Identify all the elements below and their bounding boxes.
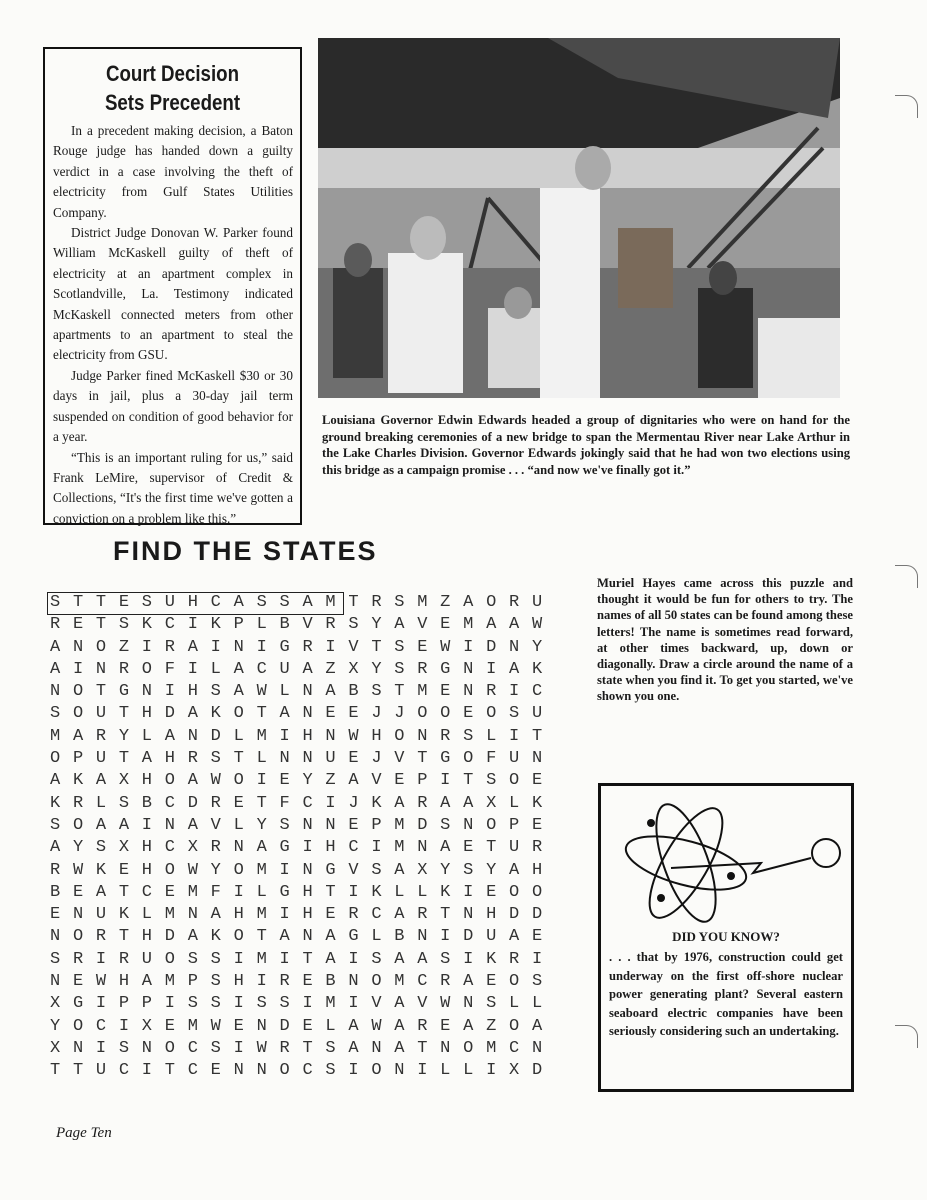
grid-row[interactable]: RWKEHOWYOMINGVSAXYSYAH: [50, 860, 555, 880]
article-headline: [64, 59, 281, 117]
grid-row[interactable]: OPUTAHRSTLNNUEJVTGOFUN: [50, 749, 555, 769]
article-paragraph: District Judge Donovan W. Parker found William McKaskell guilty of theft of electricity at an apartment complex in Scotlandville, La. Testimony indicated McKaskell connected meters from other apartments to an apartment to steal the electricity from GSU.: [53, 225, 293, 363]
grid-row[interactable]: ANOZIRAINIGRIVTSEWIDNY: [50, 637, 555, 657]
puzzle-title: FIND THE STATES: [113, 536, 378, 566]
example-answer-box: [47, 592, 344, 615]
grid-row[interactable]: YOCIXEMWENDELAWAREAZOA: [50, 1016, 555, 1036]
page-number: Page Ten: [56, 1125, 112, 1141]
grid-row[interactable]: STTESUHCASSAMTRSMZAORU: [50, 593, 555, 612]
grid-row[interactable]: MARYLANDLMIHNWHONRSLIT: [50, 726, 555, 746]
puzzle-instructions: Muriel Hayes came across this puzzle and thought it would be fun for others to try. The names of all 50 states can be found among these letters! The name is sometimes read forward, at other times backward, up, down or diagonally. Draw a circle around the name of a state when you find it. To get you started, we've shown you one.: [597, 576, 853, 704]
did-you-know-title: DID YOU KNOW?: [672, 929, 780, 944]
grid-row[interactable]: NORTHDAKOTANAGLBNIDUAE: [50, 927, 555, 947]
punch-hole-icon: [895, 95, 918, 118]
atom-mascot-icon: [621, 798, 841, 928]
ceremony-photo: [318, 38, 840, 398]
grid-row[interactable]: XNISNOCSIWRTSANATNOMCN: [50, 1038, 555, 1058]
article-paragraph: “This is an important ruling for us,” said Frank LeMire, supervisor of Credit & Collections, “It's the first time we've gotten a conviction on a problem like this.”: [53, 449, 293, 526]
grid-row[interactable]: NOTGNIHSAWLNABSTMENRIC: [50, 682, 555, 702]
grid-row[interactable]: XGIPPISSISSIMIVAVWNSLL: [50, 994, 555, 1014]
grid-row[interactable]: AYSXHCXRNAGIHCIMNAETUR: [50, 838, 555, 858]
court-decision-article: [43, 47, 302, 525]
grid-row[interactable]: KRLSBCDRETFCIJKARAAXLK: [50, 793, 555, 813]
grid-row[interactable]: RETSKCIKPLBVRSYAVEMAAW: [50, 615, 555, 635]
article-paragraph: In a precedent making decision, a Baton Rouge judge has handed down a guilty verdict in a case involving the theft of electricity from Gulf States Utilities Company.: [53, 123, 293, 220]
word-search-grid[interactable]: [50, 592, 555, 1083]
grid-row[interactable]: ENUKLMNAHMIHERCARTNHDD: [50, 905, 555, 925]
grid-row[interactable]: SOUTHDAKOTANEEJJOOEOSU: [50, 704, 555, 724]
did-you-know-box: [598, 783, 854, 1092]
grid-row[interactable]: SOAAINAVLYSNNEPMDSNOPE: [50, 815, 555, 835]
photo-caption: Louisiana Governor Edwin Edwards headed a group of dignitaries who were on hand for the ground breaking ceremonies of a new bridge to span the Mermentau River near Lake Arthur in the Lake Charles Division. Governor Edwards jokingly said that he had won two elections using this bridge as a campaign promise . . . “and now we've finally got it.”: [322, 413, 850, 477]
grid-row[interactable]: TTUCITCENNOCSIONILLIXD: [50, 1061, 555, 1081]
punch-hole-icon: [895, 1025, 918, 1048]
punch-hole-icon: [895, 565, 918, 588]
did-you-know-body: . . . that by 1976, construction could get underway on the first off-shore nuclear power generating plant? Several eastern seaboard electric companies have been seriously considering such an undertaking.: [609, 950, 843, 1039]
grid-row[interactable]: SRIRUOSSIMITAISAASIKRI: [50, 949, 555, 969]
grid-row[interactable]: NEWHAMPSHIREBNOMCRAEOS: [50, 972, 555, 992]
grid-row[interactable]: BEATCEMFILGHTIKLLKIEOO: [50, 882, 555, 902]
headline-line-1: Court Decision: [106, 61, 239, 86]
headline-line-2: Sets Precedent: [104, 90, 241, 115]
article-body: [53, 121, 293, 529]
article-paragraph: Judge Parker fined McKaskell $30 or 30 days in jail, plus a 30-day jail term suspended on condition of good behavior for a year.: [53, 367, 293, 445]
grid-row[interactable]: AKAXHOAWOIEYZAVEPITSOE: [50, 771, 555, 791]
ceremony-photo-image: [318, 38, 840, 398]
grid-row[interactable]: AINROFILACUAZXYSRGNIAK: [50, 659, 555, 679]
